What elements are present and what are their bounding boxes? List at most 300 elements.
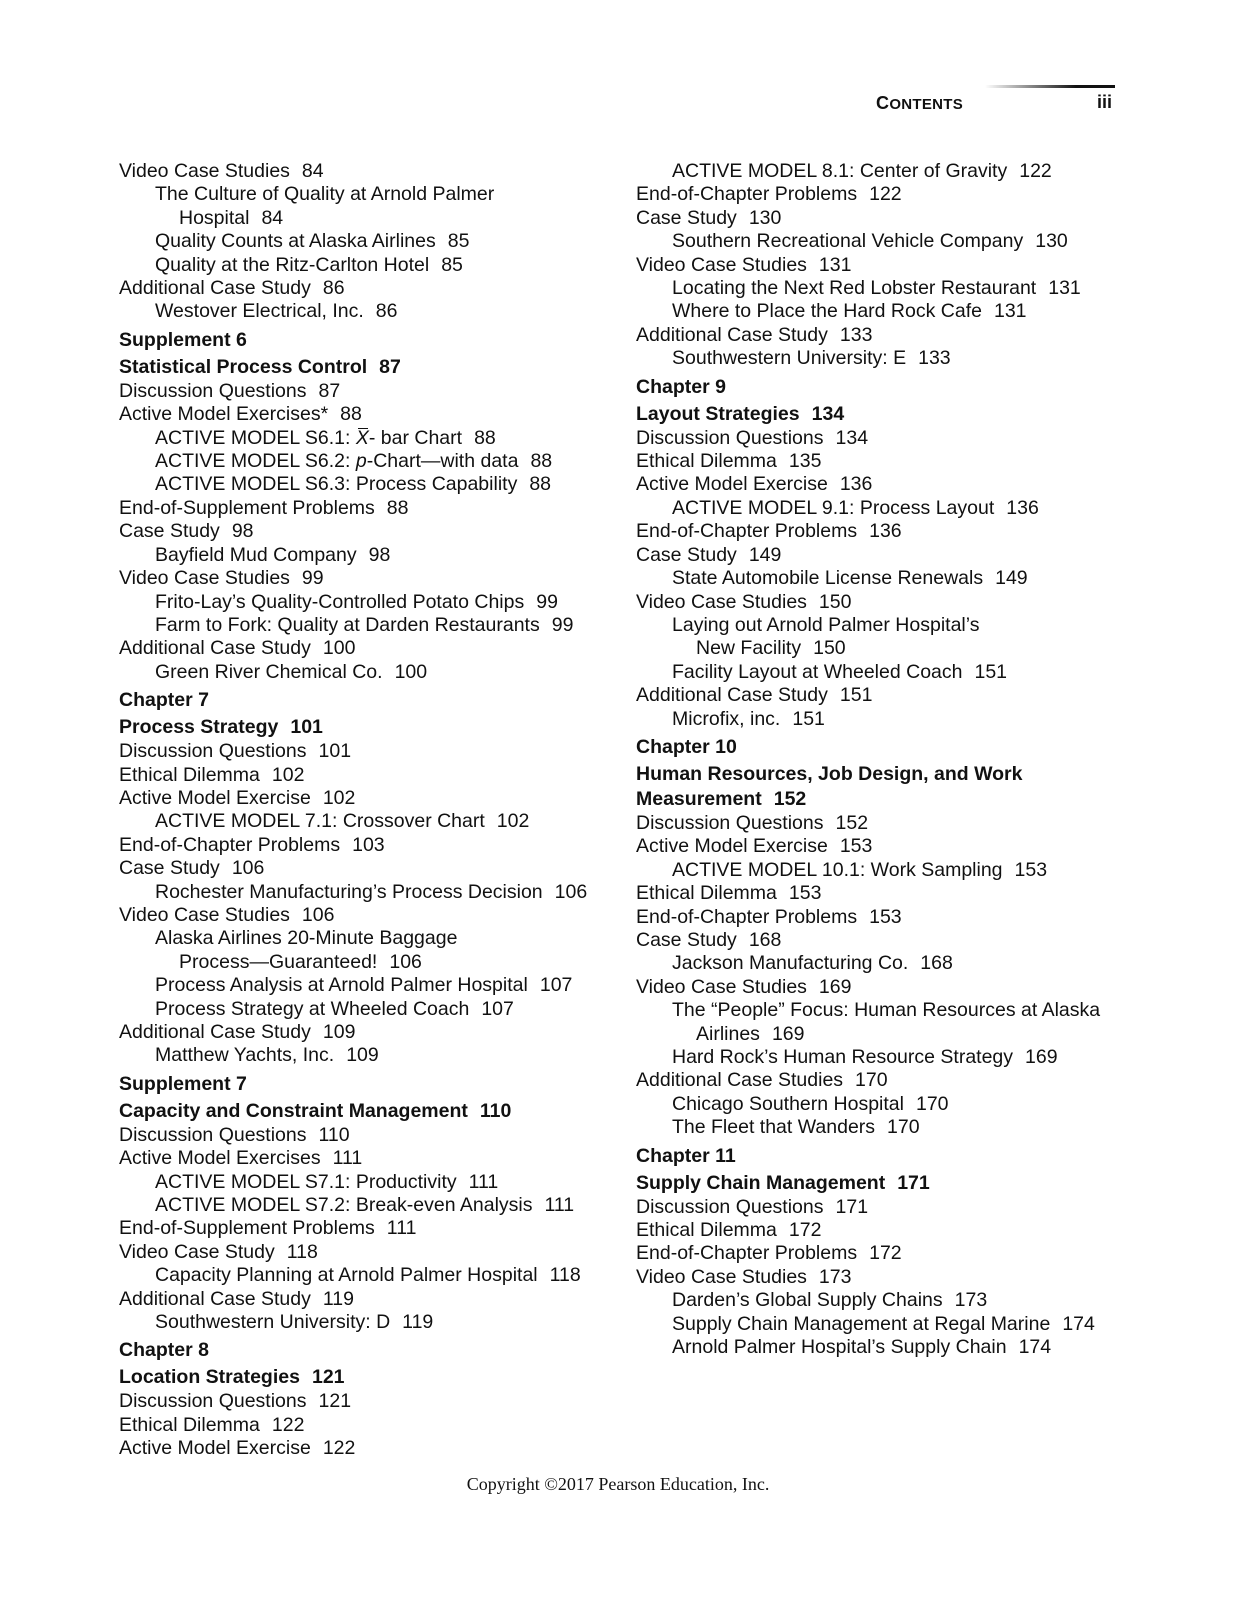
- toc-entry-title: Ethical Dilemma: [636, 450, 777, 473]
- toc-page-number: 170: [915, 1092, 949, 1115]
- toc-page-number: 99: [301, 567, 324, 590]
- toc-entry-title: Chapter 9: [636, 375, 726, 398]
- toc-page-number: 153: [1014, 858, 1048, 881]
- toc-entry: [119, 857, 619, 880]
- toc-page-number: 135: [788, 450, 822, 473]
- toc-page-number: 111: [332, 1147, 363, 1170]
- toc-page-number: 103: [352, 833, 385, 856]
- copyright-footer: Copyright ©2017 Pearson Education, Inc.: [466, 1474, 770, 1494]
- toc-page-number: 136: [869, 520, 902, 543]
- toc-page-number: 88: [386, 496, 409, 519]
- toc-entry: [119, 637, 619, 660]
- toc-entry: [119, 927, 619, 950]
- toc-entry: [119, 277, 619, 300]
- toc-entry-title: Westover Electrical, Inc.: [155, 300, 364, 323]
- toc-heading: [636, 735, 1136, 760]
- toc-entry: [119, 160, 619, 183]
- toc-entry: [119, 520, 619, 543]
- toc-entry-title: End-of-Supplement Problems: [119, 496, 375, 519]
- toc-page-number: 171: [835, 1195, 869, 1218]
- toc-entry-title: Arnold Palmer Hospital’s Supply Chain: [672, 1336, 1007, 1359]
- toc-entry-title: Active Model Exercises: [119, 1147, 321, 1170]
- toc-entry-title: Discussion Questions: [636, 1195, 824, 1218]
- toc-entry: [119, 1021, 619, 1044]
- toc-entry: [636, 999, 1136, 1022]
- toc-page-number: 98: [368, 543, 391, 566]
- toc-entry-title: Active Model Exercise: [119, 1437, 311, 1460]
- toc-page-number: 110: [318, 1123, 350, 1146]
- toc-entry-title: Discussion Questions: [119, 1123, 307, 1146]
- toc-page-number: 170: [887, 1116, 920, 1139]
- toc-entry-title: End-of-Supplement Problems: [119, 1217, 375, 1240]
- toc-entry: [119, 427, 619, 450]
- toc-entry: [636, 230, 1136, 253]
- toc-entry: [119, 300, 619, 323]
- toc-entry: [636, 160, 1136, 183]
- toc-page-number: 152: [773, 787, 807, 810]
- toc-entry-title: Process Analysis at Arnold Palmer Hospital: [155, 974, 528, 997]
- toc-entry-title: Video Case Studies: [119, 567, 290, 590]
- toc-entry-title: Laying out Arnold Palmer Hospital’s: [672, 613, 980, 636]
- toc-heading: [119, 355, 619, 380]
- toc-right-column: [636, 160, 1136, 1359]
- toc-entry: [636, 684, 1136, 707]
- toc-page-number: 99: [551, 613, 574, 636]
- toc-entry-title: Additional Case Study: [636, 323, 828, 346]
- toc-page-number: 102: [271, 763, 305, 786]
- toc-entry: [636, 1069, 1136, 1092]
- toc-entry: [119, 951, 619, 974]
- toc-entry-title: ACTIVE MODEL 9.1: Process Layout: [672, 496, 995, 519]
- toc-entry-title: Chicago Southern Hospital: [672, 1092, 904, 1115]
- toc-entry-title-suffix: - bar Chart: [368, 426, 463, 449]
- toc-entry: [119, 740, 619, 763]
- toc-entry-title: Active Model Exercise: [119, 786, 311, 809]
- toc-entry-title: Alaska Airlines 20-Minute Baggage: [155, 927, 458, 950]
- toc-entry: [636, 497, 1136, 520]
- toc-entry: [119, 904, 619, 927]
- toc-entry-title: Supply Chain Management: [636, 1171, 886, 1194]
- toc-page-number: 174: [1062, 1312, 1095, 1335]
- toc-page-number: 133: [839, 323, 873, 346]
- toc-entry: [119, 1437, 619, 1460]
- toc-page-number: 87: [379, 355, 401, 378]
- toc-entry: [636, 347, 1136, 370]
- x-bar-symbol: X: [355, 426, 369, 449]
- toc-heading: [636, 1171, 1136, 1196]
- toc-entry-title: ACTIVE MODEL S6.1:: [155, 426, 356, 449]
- toc-entry: [636, 859, 1136, 882]
- toc-entry: [636, 929, 1136, 952]
- toc-entry-title: Discussion Questions: [636, 426, 824, 449]
- toc-heading: [636, 375, 1136, 400]
- toc-page-number: 168: [920, 952, 953, 975]
- toc-page-number: 85: [441, 253, 463, 276]
- toc-entry-title: Additional Case Studies: [636, 1069, 844, 1092]
- toc-entry: [636, 1116, 1136, 1139]
- toc-entry: [119, 1414, 619, 1437]
- toc-page-number: 111: [386, 1217, 417, 1240]
- toc-entry-title: Case Study: [119, 520, 220, 543]
- toc-page-number: 168: [748, 928, 782, 951]
- toc-page-number: 131: [818, 253, 852, 276]
- toc-page-number: 173: [954, 1289, 988, 1312]
- toc-entry-title: Where to Place the Hard Rock Cafe: [672, 300, 982, 323]
- toc-page-number: 150: [813, 637, 846, 660]
- toc-entry-title: ACTIVE MODEL S7.2: Break-even Analysis: [155, 1194, 533, 1217]
- toc-entry-title: The “People” Focus: Human Resources at Alaska: [672, 999, 1101, 1022]
- toc-entry-title: Ethical Dilemma: [636, 1219, 777, 1242]
- toc-entry: [119, 1264, 619, 1287]
- page-number: iii: [1097, 92, 1113, 112]
- toc-entry: [636, 708, 1136, 731]
- toc-page-number: 153: [869, 905, 902, 928]
- toc-page-number: 122: [869, 183, 902, 206]
- toc-entry-title: Chapter 11: [636, 1144, 736, 1167]
- toc-entry-title: Frito-Lay’s Quality-Controlled Potato Chips: [155, 590, 525, 613]
- toc-entry-title: Additional Case Study: [119, 277, 311, 300]
- toc-page-number: 98: [231, 520, 254, 543]
- toc-entry-title: Video Case Studies: [636, 590, 807, 613]
- toc-entry: [636, 544, 1136, 567]
- toc-heading: [119, 1338, 619, 1363]
- toc-page-number: 118: [286, 1240, 318, 1263]
- toc-entry: [636, 952, 1136, 975]
- toc-entry-title: Additional Case Study: [119, 1021, 311, 1043]
- toc-left-column: [119, 160, 619, 1461]
- toc-page-number: 151: [974, 660, 1008, 683]
- toc-page-number: 84: [301, 160, 324, 182]
- toc-entry-title: The Culture of Quality at Arnold Palmer: [155, 183, 495, 206]
- toc-heading: [119, 1099, 619, 1124]
- toc-entry-title: Capacity and Constraint Management: [119, 1099, 468, 1122]
- toc-page-number: 86: [322, 277, 345, 300]
- toc-page-number: 85: [447, 230, 470, 253]
- toc-entry: [636, 1313, 1136, 1336]
- toc-entry: [636, 882, 1136, 905]
- toc-page-number: 169: [818, 975, 852, 998]
- toc-entry-title: Video Case Studies: [636, 975, 807, 998]
- toc-heading: [636, 762, 1136, 787]
- toc-entry: [636, 637, 1136, 660]
- toc-entry: [119, 881, 619, 904]
- toc-page-number: 110: [479, 1099, 512, 1122]
- toc-page-number: 174: [1018, 1336, 1052, 1359]
- toc-entry: [119, 1288, 619, 1311]
- toc-page-number: 131: [1048, 277, 1081, 300]
- toc-entry: [119, 380, 619, 403]
- toc-entry-title: Location Strategies: [119, 1366, 300, 1389]
- toc-entry-title: ACTIVE MODEL S6.2:: [155, 450, 356, 473]
- toc-entry: [119, 1241, 619, 1264]
- toc-entry-title: End-of-Chapter Problems: [636, 905, 858, 928]
- toc-entry: [119, 183, 619, 206]
- toc-entry-title: Additional Case Study: [636, 684, 828, 707]
- toc-entry: [636, 906, 1136, 929]
- toc-page-number: 107: [539, 974, 573, 997]
- toc-entry: [636, 1242, 1136, 1265]
- toc-entry-title: Video Case Studies: [119, 160, 290, 182]
- toc-page-number: 121: [311, 1366, 345, 1389]
- toc-page-number: 171: [897, 1171, 930, 1194]
- toc-entry-title: Quality at the Ritz-Carlton Hotel: [155, 253, 430, 276]
- toc-entry-title: Southwestern University: E: [672, 347, 907, 370]
- toc-entry: [636, 661, 1136, 684]
- toc-entry: [119, 207, 619, 230]
- toc-page-number: 134: [835, 426, 869, 449]
- toc-page-number: 106: [301, 903, 335, 926]
- toc-entry-title: End-of-Chapter Problems: [636, 1242, 858, 1265]
- toc-page-number: 88: [474, 426, 496, 449]
- toc-entry-title: Supplement 7: [119, 1072, 247, 1095]
- toc-entry: [636, 976, 1136, 999]
- toc-page-number: 131: [993, 300, 1027, 323]
- toc-entry: [636, 450, 1136, 473]
- toc-entry-title: Active Model Exercise: [636, 473, 828, 496]
- toc-entry: [119, 1044, 619, 1067]
- toc-entry: [119, 473, 619, 496]
- toc-entry-title: End-of-Chapter Problems: [636, 520, 858, 543]
- toc-entry-title: Discussion Questions: [636, 811, 824, 834]
- toc-entry-title: The Fleet that Wanders: [672, 1116, 876, 1139]
- toc-entry: [636, 1336, 1136, 1359]
- toc-page-number: 109: [346, 1044, 379, 1067]
- toc-page-number: 133: [918, 347, 951, 370]
- toc-entry: [119, 787, 619, 810]
- toc-entry-title: Statistical Process Control: [119, 355, 368, 378]
- toc-entry: [119, 1171, 619, 1194]
- toc-entry-title: Southwestern University: D: [155, 1311, 391, 1334]
- toc-page-number: 173: [818, 1265, 852, 1288]
- toc-entry: [119, 834, 619, 857]
- toc-page-number: 84: [261, 206, 284, 229]
- toc-entry-title: Facility Layout at Wheeled Coach: [672, 660, 963, 683]
- toc-entry-title: Southern Recreational Vehicle Company: [672, 230, 1024, 253]
- toc-entry-title: Supplement 6: [119, 328, 247, 351]
- toc-page-number: 119: [402, 1311, 434, 1334]
- toc-entry: [119, 1390, 619, 1413]
- toc-page-number: 149: [748, 543, 782, 566]
- toc-page-number: 100: [394, 660, 428, 683]
- toc-heading: [119, 688, 619, 713]
- toc-entry: [119, 497, 619, 520]
- toc-page-number: 136: [1006, 496, 1039, 519]
- toc-entry: [636, 1046, 1136, 1069]
- toc-entry-title: Case Study: [636, 543, 737, 566]
- toc-page-number: 106: [554, 880, 588, 903]
- toc-heading: [119, 715, 619, 740]
- toc-entry-title: Ethical Dilemma: [119, 763, 260, 786]
- toc-entry-title: Rochester Manufacturing’s Process Decision: [155, 880, 543, 903]
- toc-entry: [636, 1219, 1136, 1242]
- toc-entry-title: Quality Counts at Alaska Airlines: [155, 230, 436, 253]
- toc-entry-title: Bayfield Mud Company: [155, 543, 357, 566]
- toc-entry: [119, 567, 619, 590]
- toc-entry: [636, 1266, 1136, 1289]
- toc-entry-title-suffix: -Chart—with data: [366, 450, 519, 473]
- toc-entry: [636, 1289, 1136, 1312]
- toc-page-number: 130: [1035, 230, 1068, 253]
- toc-entry: [119, 450, 619, 473]
- toc-entry-title: Hard Rock’s Human Resource Strategy: [672, 1046, 1014, 1068]
- toc-entry-title: Measurement: [636, 787, 762, 810]
- toc-page-number: 149: [995, 567, 1028, 590]
- running-header-title: [876, 93, 963, 114]
- toc-entry-title: Capacity Planning at Arnold Palmer Hospital: [155, 1264, 538, 1287]
- toc-page-number: 152: [835, 811, 869, 834]
- toc-page-number: 101: [290, 716, 323, 739]
- toc-page-number: 102: [496, 810, 530, 833]
- toc-entry: [636, 1023, 1136, 1046]
- toc-entry: [119, 403, 619, 426]
- toc-page-number: 118: [549, 1264, 581, 1287]
- toc-page-number: 122: [271, 1413, 305, 1436]
- toc-entry-title: Jackson Manufacturing Co.: [672, 952, 909, 975]
- toc-page-number: 88: [530, 450, 553, 473]
- toc-entry: [636, 277, 1136, 300]
- toc-entry: [636, 473, 1136, 496]
- toc-entry: [636, 300, 1136, 323]
- toc-page-number: 88: [529, 473, 552, 496]
- toc-entry-title: Microfix, inc.: [672, 707, 781, 730]
- toc-entry-title: Matthew Yachts, Inc.: [155, 1044, 335, 1067]
- toc-entry-title: Additional Case Study: [119, 1287, 311, 1310]
- toc-page-number: 151: [792, 707, 825, 730]
- toc-entry: [636, 520, 1136, 543]
- toc-entry: [636, 427, 1136, 450]
- toc-entry-title: Video Case Studies: [636, 1265, 807, 1288]
- toc-page-number: 150: [818, 590, 852, 613]
- toc-entry-title: Hospital: [179, 206, 250, 229]
- toc-entry-title: Locating the Next Red Lobster Restaurant: [672, 277, 1037, 300]
- toc-entry: [119, 1217, 619, 1240]
- toc-entry: [119, 810, 619, 833]
- toc-page-number: 100: [322, 637, 356, 660]
- toc-entry-title: Case Study: [636, 928, 737, 951]
- toc-entry: [119, 1311, 619, 1334]
- toc-entry: [119, 1124, 619, 1147]
- toc-entry: [119, 544, 619, 567]
- toc-entry-title: Discussion Questions: [119, 740, 307, 763]
- toc-entry: [636, 207, 1136, 230]
- toc-heading: [636, 402, 1136, 427]
- toc-entry: [119, 1147, 619, 1170]
- toc-entry: [636, 183, 1136, 206]
- toc-page-number: 134: [811, 402, 845, 425]
- toc-entry: [119, 614, 619, 637]
- toc-page-number: 119: [322, 1287, 354, 1310]
- running-header-initial: C: [876, 93, 890, 113]
- toc-entry-title: Airlines: [696, 1022, 760, 1045]
- toc-entry-title: Active Model Exercises*: [119, 403, 329, 426]
- toc-page-number: 153: [839, 835, 873, 858]
- toc-heading: [119, 1365, 619, 1390]
- toc-page-number: 86: [375, 300, 398, 323]
- italic-symbol: p: [355, 450, 367, 473]
- toc-entry-title: Additional Case Study: [119, 637, 311, 660]
- toc-page-number: 121: [318, 1390, 352, 1413]
- toc-heading: [119, 328, 619, 353]
- toc-entry-title: Human Resources, Job Design, and Work: [636, 762, 1023, 785]
- toc-entry: [119, 998, 619, 1021]
- toc-page-number: 88: [340, 403, 362, 426]
- toc-entry-title: Chapter 8: [119, 1339, 209, 1362]
- toc-entry-title: Process—Guaranteed!: [179, 950, 378, 973]
- toc-entry: [119, 1194, 619, 1217]
- toc-page-number: 130: [748, 206, 782, 229]
- toc-entry: [636, 614, 1136, 637]
- toc-entry: [636, 835, 1136, 858]
- toc-page-number: 172: [869, 1242, 902, 1265]
- running-header-rest: ONTENTS: [889, 96, 964, 113]
- toc-entry: [119, 230, 619, 253]
- toc-entry-title: Process Strategy at Wheeled Coach: [155, 997, 470, 1020]
- toc-entry-title: New Facility: [696, 637, 802, 660]
- toc-entry: [636, 812, 1136, 835]
- toc-entry: [636, 1093, 1136, 1116]
- toc-entry-title: Discussion Questions: [119, 1390, 307, 1413]
- toc-entry-title: Ethical Dilemma: [636, 882, 777, 905]
- toc-entry: [119, 661, 619, 684]
- toc-page-number: 153: [788, 882, 822, 905]
- toc-page-number: 111: [468, 1170, 499, 1193]
- toc-entry-title: Video Case Studies: [636, 253, 807, 276]
- toc-entry-title: Chapter 10: [636, 735, 737, 758]
- toc-heading: [119, 1072, 619, 1097]
- toc-page-number: 106: [231, 857, 265, 880]
- toc-entry-title: ACTIVE MODEL S7.1: Productivity: [155, 1170, 457, 1193]
- toc-page-number: 111: [544, 1194, 575, 1217]
- toc-page-number: 172: [788, 1219, 822, 1242]
- toc-page-number: 170: [855, 1069, 888, 1092]
- toc-heading: [636, 1144, 1136, 1169]
- toc-entry-title: ACTIVE MODEL 7.1: Crossover Chart: [155, 810, 485, 833]
- toc-heading: [636, 787, 1136, 812]
- toc-page-number: 101: [318, 740, 352, 763]
- toc-entry-title: Farm to Fork: Quality at Darden Restaurants: [155, 613, 540, 636]
- toc-entry-title: Darden’s Global Supply Chains: [672, 1289, 943, 1312]
- toc-page-number: 99: [536, 590, 558, 613]
- toc-entry-title: Layout Strategies: [636, 402, 800, 425]
- toc-page-number: 109: [322, 1021, 356, 1043]
- toc-entry: [636, 591, 1136, 614]
- toc-entry-title: ACTIVE MODEL 10.1: Work Sampling: [672, 858, 1003, 881]
- toc-entry-title: Case Study: [119, 857, 220, 880]
- toc-entry-title: Video Case Study: [119, 1240, 275, 1263]
- toc-entry-title: Case Study: [636, 206, 737, 229]
- toc-entry-title: Process Strategy: [119, 716, 279, 739]
- toc-entry-title: State Automobile License Renewals: [672, 567, 984, 590]
- toc-entry-title: Video Case Studies: [119, 903, 290, 926]
- toc-page-number: 136: [839, 473, 873, 496]
- toc-entry: [119, 591, 619, 614]
- toc-entry-title: Chapter 7: [119, 689, 209, 712]
- toc-entry-title: Ethical Dilemma: [119, 1413, 260, 1436]
- toc-page-number: 106: [389, 950, 422, 973]
- toc-entry: [636, 254, 1136, 277]
- toc-entry: [636, 567, 1136, 590]
- toc-page-number: 169: [771, 1022, 805, 1045]
- toc-page-number: 122: [1019, 160, 1052, 182]
- toc-page-number: 102: [322, 786, 356, 809]
- toc-entry: [119, 764, 619, 787]
- toc-page-number: 151: [839, 684, 873, 707]
- toc-entry-title: ACTIVE MODEL S6.3: Process Capability: [155, 473, 518, 496]
- toc-entry-title: ACTIVE MODEL 8.1: Center of Gravity: [672, 160, 1008, 182]
- toc-entry: [636, 324, 1136, 347]
- toc-entry: [636, 1196, 1136, 1219]
- toc-entry: [119, 254, 619, 277]
